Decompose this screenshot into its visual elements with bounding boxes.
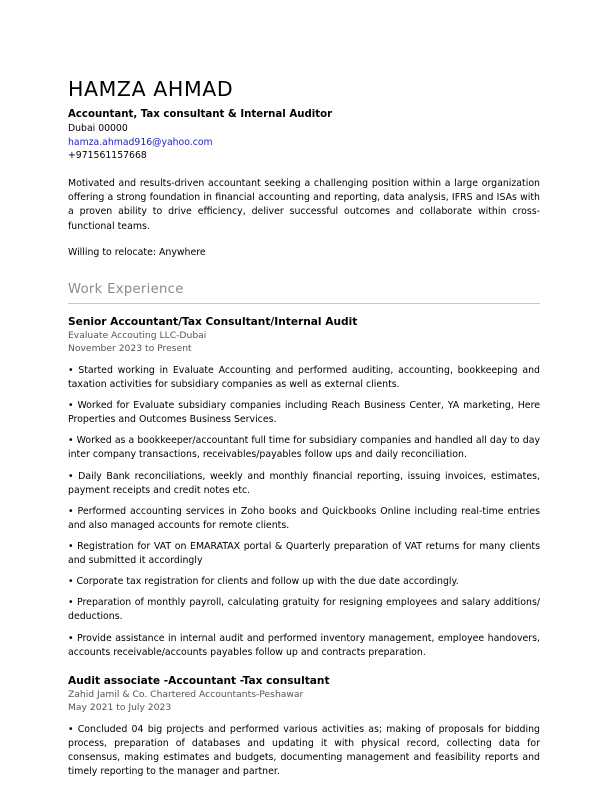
job-bullet: • Started working in Evaluate Accounting and performed auditing, accounting, bookkeeping and taxation activities for subsidiary companies as well as external clients. [68, 364, 540, 391]
job-title: Senior Accountant/Tax Consultant/Internal Audit [68, 315, 358, 328]
section-divider [68, 303, 540, 304]
professional-summary: Motivated and results-driven accountant seeking a challenging position within a large organization offering a strong foundation in financial accounting and reporting, data analysis, IFRS and ISAs with a proven ability to drive efficiency, deliver successful outcomes and collaborate within cross-functional teams. [68, 177, 540, 232]
work-experience-section [68, 282, 540, 779]
job-bullet: • Daily Bank reconciliations, weekly and monthly financial reporting, issuing invoices, estimates, payment receipts and credit notes etc. [68, 470, 540, 496]
page-title: HAMZA AHMAD [68, 77, 234, 101]
job-dates: November 2023 to Present [68, 343, 192, 355]
job-bullet: • Performed accounting services in Zoho books and Quickbooks Online including real-time entries and also managed accounts for remote clients. [68, 505, 540, 531]
job-bullet: • Concluded 04 big projects and performed various activities as; making of proposals for bidding process, preparation of databases and updating it with physical record, collecting data for consensus, making estimates and budgets, documenting management and feasibility reports and timely reporting to the manager and partner. [68, 723, 540, 778]
professional-headline: Accountant, Tax consultant & Internal Auditor [68, 108, 333, 120]
relocation-text: Willing to relocate: Anywhere [68, 246, 206, 258]
job-entry [68, 674, 540, 779]
job-company: Evaluate Accouting LLC-Dubai [68, 330, 207, 342]
job-bullet: • Corporate tax registration for clients and follow up with the due date accordingly. [68, 576, 459, 588]
section-heading-work-experience: Work Experience [68, 282, 184, 298]
phone-text: +971561157668 [68, 150, 147, 162]
email-link[interactable]: hamza.ahmad916@yahoo.com [68, 136, 213, 148]
job-company: Zahid Jamil & Co. Chartered Accountants-Peshawar [68, 689, 304, 701]
job-entry [68, 315, 540, 660]
job-bullet: • Worked for Evaluate subsidiary companies including Reach Business Center, YA marketing, Here Properties and Outcomes Business Services. [68, 400, 540, 426]
job-bullet: • Registration for VAT on EMARATAX portal & Quarterly preparation of VAT returns for many clients and submitted it accordingly [68, 541, 540, 567]
resume-content [68, 78, 540, 781]
job-dates: May 2021 to July 2023 [68, 701, 172, 713]
location-text: Dubai 00000 [68, 123, 128, 135]
job-bullet: • Worked as a bookkeeper/accountant full time for subsidiary companies and handled all day to day inter company transactions, receivables/payables follow ups and daily reconciliation. [68, 435, 540, 461]
job-bullet: • Preparation of monthly payroll, calculating gratuity for resigning employees and salary additions/ deductions. [68, 597, 540, 623]
job-bullet: • Provide assistance in internal audit and performed inventory management, employee handovers, accounts receivable/accounts payables follow up and contracts preparation. [68, 632, 540, 658]
header-block [68, 78, 540, 163]
job-title: Audit associate -Accountant -Tax consultant [68, 674, 330, 687]
